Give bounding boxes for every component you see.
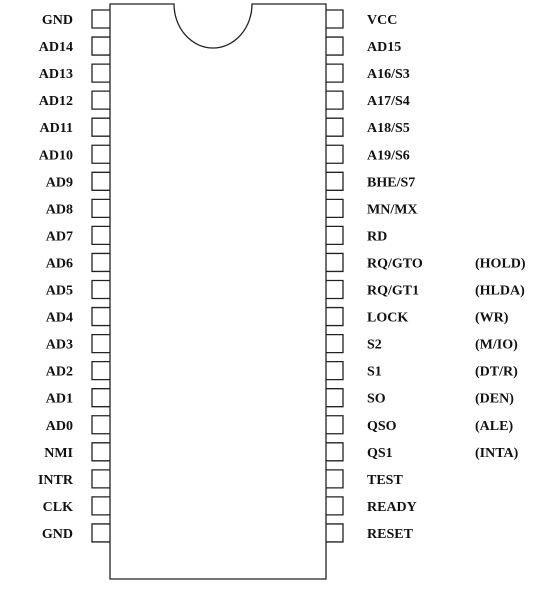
pin-alt-label: (DT/R) xyxy=(475,364,518,380)
pin-label: AD3 xyxy=(45,337,73,353)
pin-label: S2 xyxy=(367,337,382,353)
pin-bracket xyxy=(326,10,343,28)
pin-bracket xyxy=(326,253,343,271)
pin-alt-label: (ALE) xyxy=(475,418,514,434)
right-pin-19 xyxy=(326,497,417,515)
pin-bracket xyxy=(92,91,110,109)
pin-label: INTR xyxy=(37,472,73,488)
pin-label: AD0 xyxy=(45,418,73,434)
pin-bracket xyxy=(92,253,110,271)
pin-alt-label: (HOLD) xyxy=(475,256,526,272)
pin-label: RQ/GT1 xyxy=(367,283,420,299)
left-pins xyxy=(38,10,110,542)
pin-label: READY xyxy=(367,499,417,515)
right-pin-18 xyxy=(326,470,403,488)
pin-label: RD xyxy=(367,229,388,245)
pin-label: RQ/GTO xyxy=(367,256,423,272)
pin-label: A16/S3 xyxy=(367,67,410,83)
pin-label: AD11 xyxy=(39,121,73,137)
pin-bracket xyxy=(92,416,110,434)
pin-label: SO xyxy=(367,391,386,407)
pin-bracket xyxy=(92,308,110,326)
pin-bracket xyxy=(92,389,110,407)
pin-label: A17/S4 xyxy=(367,94,410,110)
right-pin-5 xyxy=(326,118,410,136)
pin-bracket xyxy=(326,145,343,163)
left-pin-13 xyxy=(46,335,110,353)
pin-bracket xyxy=(326,118,343,136)
left-pin-3 xyxy=(39,64,110,82)
right-pin-16 xyxy=(326,416,513,434)
right-pin-7 xyxy=(326,172,415,190)
right-pin-9 xyxy=(326,226,387,244)
right-pins xyxy=(326,10,526,542)
pin-bracket xyxy=(326,524,343,542)
pin-bracket xyxy=(326,308,343,326)
left-pin-14 xyxy=(46,362,110,380)
pin-bracket xyxy=(92,226,110,244)
left-pin-9 xyxy=(46,226,110,244)
right-pin-2 xyxy=(326,37,401,55)
pin-bracket xyxy=(92,281,110,299)
left-pin-10 xyxy=(46,253,110,271)
pin-bracket xyxy=(92,335,110,353)
left-pin-19 xyxy=(43,497,110,515)
pin-label: GND xyxy=(41,526,73,542)
pin-label: AD2 xyxy=(45,364,73,380)
pin-label: AD5 xyxy=(45,283,73,299)
pin-label: S1 xyxy=(367,364,382,380)
left-pin-5 xyxy=(40,118,110,136)
pin-label: RESET xyxy=(367,526,413,542)
right-pin-12 xyxy=(326,308,509,326)
right-pin-1 xyxy=(326,10,397,28)
right-pin-20 xyxy=(326,524,414,542)
left-pin-18 xyxy=(38,470,110,488)
pin-bracket xyxy=(326,91,343,109)
pin-label: AD1 xyxy=(45,391,73,407)
pin-bracket xyxy=(326,416,343,434)
pin-label: AD15 xyxy=(367,40,402,56)
pin-bracket xyxy=(92,199,110,217)
left-pin-11 xyxy=(46,281,110,299)
pin-label: AD7 xyxy=(45,229,73,245)
pin-alt-label: (INTA) xyxy=(475,445,519,461)
chip-body xyxy=(110,4,326,579)
pin-label: QSO xyxy=(367,418,397,434)
pin-bracket xyxy=(326,64,343,82)
pin-bracket xyxy=(326,172,343,190)
pin-bracket xyxy=(326,389,343,407)
pin-alt-label: (HLDA) xyxy=(475,283,525,299)
right-pin-15 xyxy=(326,389,514,407)
right-pin-14 xyxy=(326,362,518,380)
pin-label: TEST xyxy=(367,472,403,488)
pin-label: CLK xyxy=(42,499,73,515)
left-pin-4 xyxy=(39,91,110,109)
pin-label: LOCK xyxy=(367,310,409,326)
left-pin-8 xyxy=(46,199,110,217)
right-pin-11 xyxy=(326,281,525,299)
pin-bracket xyxy=(92,362,110,380)
pin-label: QS1 xyxy=(367,445,393,461)
right-pin-4 xyxy=(326,91,410,109)
pin-label: BHE/S7 xyxy=(367,175,416,191)
pin-bracket xyxy=(326,497,343,515)
pin-label: AD4 xyxy=(45,310,73,326)
pin-alt-label: (DEN) xyxy=(475,391,514,407)
pin-bracket xyxy=(92,443,110,461)
pin-label: AD13 xyxy=(38,67,73,83)
pin-bracket xyxy=(326,199,343,217)
pin-label: AD6 xyxy=(45,256,73,272)
right-pin-17 xyxy=(326,443,519,461)
pin-label: NMI xyxy=(44,445,73,461)
pin-label: GND xyxy=(41,13,73,28)
pin-label: A18/S5 xyxy=(367,121,410,137)
pin-bracket xyxy=(326,443,343,461)
left-pin-16 xyxy=(46,416,110,434)
right-pin-10 xyxy=(326,253,526,271)
right-pin-6 xyxy=(326,145,410,163)
pin-label: AD9 xyxy=(45,175,73,191)
pin-bracket xyxy=(326,226,343,244)
pin-bracket xyxy=(92,524,110,542)
pin-bracket xyxy=(326,335,343,353)
pin-bracket xyxy=(326,470,343,488)
left-pin-7 xyxy=(46,172,110,190)
pin-alt-label: (M/IO) xyxy=(475,337,518,353)
pin-label: AD12 xyxy=(38,94,73,110)
pin-label: MN/MX xyxy=(367,202,418,218)
pin-label: AD14 xyxy=(38,40,73,56)
right-pin-8 xyxy=(326,199,418,217)
left-pin-17 xyxy=(44,443,110,461)
pin-bracket xyxy=(92,37,110,55)
pin-bracket xyxy=(92,145,110,163)
pin-bracket xyxy=(92,470,110,488)
pin-bracket xyxy=(92,118,110,136)
left-pin-2 xyxy=(39,37,110,55)
pin-alt-label: (WR) xyxy=(475,310,509,326)
pin-label: VCC xyxy=(367,13,398,28)
pin-bracket xyxy=(326,281,343,299)
pin-bracket xyxy=(92,172,110,190)
left-pin-15 xyxy=(46,389,110,407)
pin-label: A19/S6 xyxy=(367,148,410,164)
left-pin-1 xyxy=(42,10,110,28)
left-pin-12 xyxy=(46,308,110,326)
pin-bracket xyxy=(326,37,343,55)
pin-bracket xyxy=(92,10,110,28)
right-pin-13 xyxy=(326,335,518,353)
pin-bracket xyxy=(326,362,343,380)
left-pin-6 xyxy=(39,145,110,163)
left-pin-20 xyxy=(42,524,110,542)
pin-label: AD10 xyxy=(38,148,73,164)
pin-bracket xyxy=(92,64,110,82)
pin-bracket xyxy=(92,497,110,515)
right-pin-3 xyxy=(326,64,410,82)
pin-label: AD8 xyxy=(45,202,73,218)
